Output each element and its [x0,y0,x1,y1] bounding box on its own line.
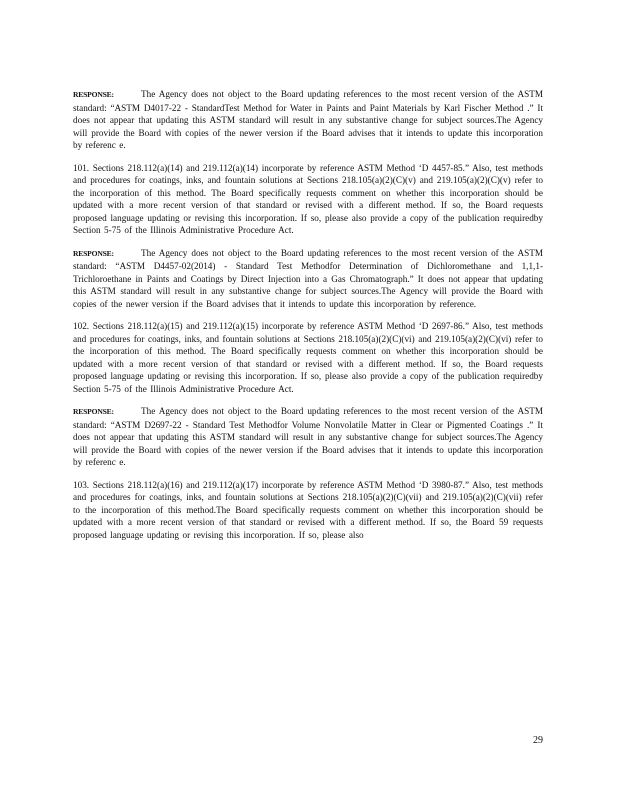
response-paragraph-3 [73,405,543,469]
response-text: The Agency does not object to the Board updating references to the most recent version of the ASTM standard: “ASTM D4017-22 - StandardTest Method for Water in Paints and Paint Materials by Karl Fischer Method .” It does not appear that updating this ASTM standard will result in any substantive change for subject sources.The Agency will provide the Board with copies of the newer version if the Board advises that it intends to update this incorporation by referenc e. [73,89,543,150]
page-number: 29 [533,735,543,746]
response-label: RESPONSE: [73,407,114,416]
item-text: 103. Sections 218.112(a)(16) and 219.112(a)(17) incorporate by reference ASTM Method ‘D 3980-87.” Also, test methods and procedures for coatings, inks, and fountain solutions at Sections 218.105(a)(2)(C)(vii) and 219.105(a)(2)(C)(vii) refer to the incorporation of this method.The Board specifically requests comment on whether this incorporation should be updated with a more recent version of that standard or revised with a different method. If so, the Board 59 requests proposed language updating or revising this incorporation. If so, please also [73,479,543,540]
response-label: RESPONSE: [73,248,114,258]
item-paragraph-103 [73,479,543,542]
page-body [73,88,543,551]
response-text: The Agency does not object to the Board updating references to the most recent version of the ASTM standard: “ASTM D4457-02(2014) - Standard Test Methodfor Determination of Dichloromethane and 1,1,1-Trichloroethane in Paints and Coatings by Direct Injection into a Gas Chromatograph.” It does not appear that updating this ASTM standard will result in any substantive change for subject sources.The Agency will provide the Board with copies of the newer version if the Board advises that it intends to update this incorporation by reference. [73,247,543,309]
item-paragraph-101 [73,162,543,237]
response-label: RESPONSE: [73,90,114,99]
item-text: 102. Sections 218.112(a)(15) and 219.112(a)(15) incorporate by reference ASTM Method ‘D 2697-86.” Also, test methods and procedures for coatings, inks, and fountain solutions at Sections 218.105(a)(2)(C)(vi) and 219.105(a)(2)(C)(vi) refer to the incorporation of this method. The Board specifically requests comment on whether this incorporation should be updated with a more recent version of that standard or revised with a different method. If so, the Board requests proposed language updating or revising this incorporation. If so, please also provide a copy of the publication requiredby Section 5-75 of the Illinois Administrative Procedure Act. [73,321,543,394]
response-paragraph-2 [73,247,543,311]
item-text: 101. Sections 218.112(a)(14) and 219.112(a)(14) incorporate by reference ASTM Method ‘D 4457-85.” Also, test methods and procedures for coatings, inks, and fountain solutions at Sections 218.105(a)(2)(C)(v) and 219.105(a)(2)(C)(v) refer to the incorporation of this method. The Board specifically requests comment on whether this incorporation should be updated with a more recent version of that standard or revised with a different method. If so, the Board requests proposed language updating or revising this incorporation. If so, please also provide a copy of the publication requiredby Section 5-75 of the Illinois Administrative Procedure Act. [73,162,543,235]
item-paragraph-102 [73,320,543,395]
response-text: The Agency does not object to the Board updating references to the most recent version of the ASTM standard: “ASTM D2697-22 - Standard Test Methodfor Volume Nonvolatile Matter in Clear or Pigmented Coatings .” It does not appear that updating this ASTM standard will result in any substantive change for subject sources.The Agency will provide the Board with copies of the newer version if the Board advises that it intends to update this incorporation by referenc e. [73,406,543,467]
response-paragraph-1 [73,88,543,152]
